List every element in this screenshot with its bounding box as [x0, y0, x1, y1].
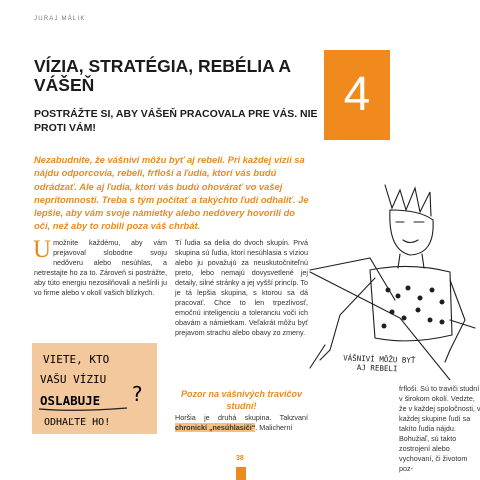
pull-quote: Pozor na vášnivých travičov studní! [180, 389, 303, 411]
column-2b-text-end: . Malicherní [255, 423, 293, 432]
lead-paragraph: Nezabudnite, že vášniví môžu byť aj rebeli. Pri každej vízii sa nájdu odporcovia, rebeli, frfloši a ľudia, ktorí vás budú odrádzať. Ale aj ľudia, ktorí vás budú ohovárať vo vašej neprítomnosti. Treba s tým počítať a takýchto ľudí odhaliť. Je lepšie, aby vám svoje námietky alebo nedôvery hovorili do očí, než aby to robili poza váš chrbát. [34, 154, 309, 232]
body-column-1 [34, 238, 167, 298]
neck-icon [398, 254, 424, 268]
sticky-note [32, 343, 157, 434]
body-column-2: Tí ľudia sa delia do dvoch skupín. Prvá skupina sú ľudia, ktorí nesúhlasia s víziou alebo ju považujú za neuskutočniteľnú preto, lebo nemajú dovysvetlené jej detaily, silné stránky a jej vyšší princíp. To je tá lepšia skupina, s ktorou sa dá pracovať. Chce to len trpezlivosť, emočnú inteligenciu a toleranciu voči ich obavám a námietkam. Veľakrát môžu byť prejavom strachu alebo obavy zo zmeny. [175, 238, 308, 337]
column-1-text: možnite každému, aby vám prejavoval slobodne svoju nedôveru alebo nesúhlas, a netrestajte ho za to. Zároveň si postrážte, aby túto energiu nezosilňovali a nešírili ju vo firme alebo v okolí vašich blízkych. [34, 238, 167, 297]
chapter-number: 4 [343, 68, 371, 121]
note-question-mark: ? [131, 382, 144, 406]
caption-line-2: AJ REBELI [356, 362, 398, 374]
chapter-subtitle: POSTRÁŽTE SI, ABY VÁŠEŇ PRACOVALA PRE VÁS. NIE PROTI VÁM! [34, 108, 318, 134]
chapter-number-box [324, 50, 390, 140]
head-icon [390, 210, 433, 255]
arms-icon [330, 278, 465, 350]
page-number: 38 [236, 455, 244, 462]
page-marker-bar [236, 467, 246, 480]
column-2b-text: Horšia je druhá skupina. Takzvaní [175, 413, 308, 422]
note-line-3: OSLABUJE [40, 393, 101, 408]
note-line-4: ODHAĽTE HO! [44, 417, 111, 428]
mouth-icon [403, 240, 418, 243]
body-column-2-continued [175, 413, 308, 433]
note-line-1: VIETE, KTO [43, 353, 110, 366]
note-line-2: VAŠU VÍZIU [40, 373, 107, 386]
chapter-title: VÍZIA, STRATÉGIA, REBÉLIA A VÁŠEŇ [34, 56, 291, 95]
body-column-3: frfloši. Sú to traviči studní v širokom okolí. Vedzte, že v každej spoločnosti, v každej skupine ľudí sa takíto ľudia nájdu. Bohužiaľ, sú takto zostrojení alebo vychovaní, či životom poz- [399, 384, 480, 473]
illustration-caption [343, 353, 434, 374]
rebel-illustration [300, 150, 480, 380]
sticky-note-drawing [32, 343, 157, 434]
author-name: JURAJ MÁLIK [34, 16, 86, 22]
drop-cap: U [33, 236, 52, 263]
highlighted-phrase: chronickí „nesúhlasiči“ [175, 423, 256, 432]
caption-line-1: VÁŠNIVÍ MÔŽU BYŤ [343, 353, 416, 365]
note-underline [39, 408, 127, 410]
